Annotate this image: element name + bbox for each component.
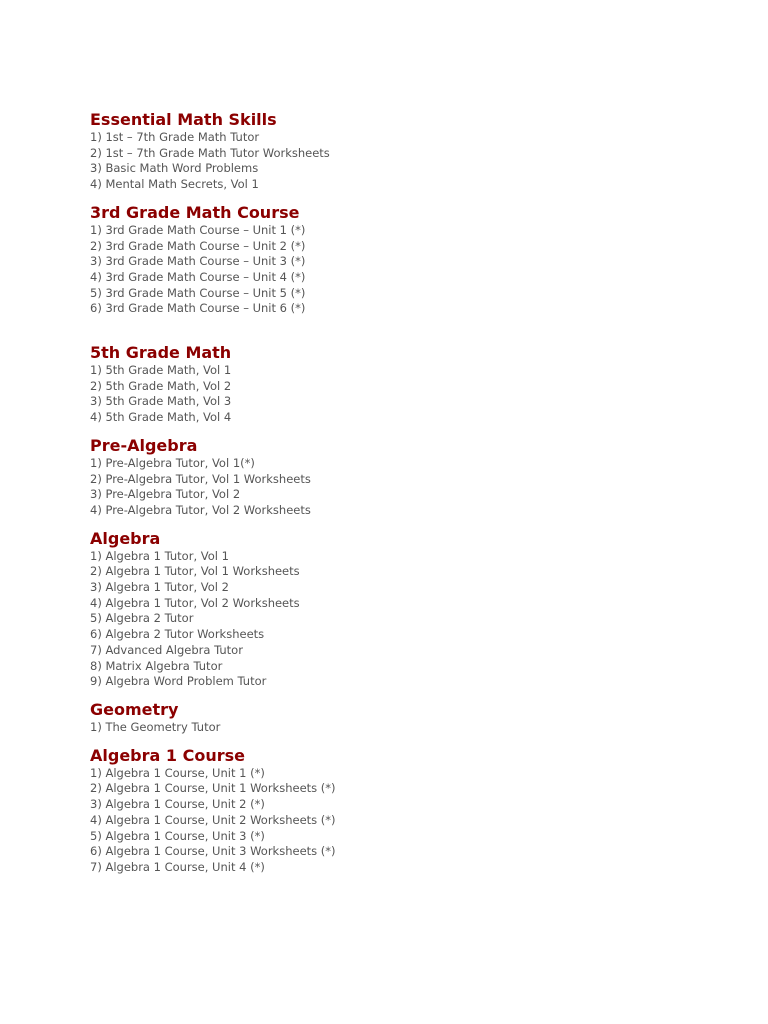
list-item: 2) Algebra 1 Course, Unit 1 Worksheets (*): [90, 781, 336, 796]
section-essential-math-skills: [90, 110, 710, 193]
list-item: 9) Algebra Word Problem Tutor: [90, 674, 267, 689]
item-list: [90, 720, 710, 736]
section-title: 3rd Grade Math Course: [90, 202, 300, 222]
list-item: 5) 3rd Grade Math Course – Unit 5 (*): [90, 285, 306, 300]
list-item: 6) Algebra 2 Tutor Worksheets: [90, 627, 265, 642]
item-list: [90, 223, 710, 317]
list-item: 4) Algebra 1 Tutor, Vol 2 Worksheets: [90, 595, 300, 610]
list-item: 7) Algebra 1 Course, Unit 4 (*): [90, 859, 265, 874]
list-item: 2) 1st – 7th Grade Math Tutor Worksheets: [90, 145, 330, 160]
section-algebra-1-course: [90, 746, 710, 876]
list-item: 2) 5th Grade Math, Vol 2: [90, 378, 232, 393]
list-item: 4) Algebra 1 Course, Unit 2 Worksheets (*): [90, 812, 336, 827]
list-item: 5) Algebra 2 Tutor: [90, 611, 194, 626]
section-3rd-grade-math-course: [90, 203, 710, 317]
list-item: 1) 3rd Grade Math Course – Unit 1 (*): [90, 222, 306, 237]
list-item: 7) Advanced Algebra Tutor: [90, 642, 243, 657]
list-item: 3) Algebra 1 Course, Unit 2 (*): [90, 797, 265, 812]
section-title: Algebra: [90, 528, 161, 548]
section-title: Essential Math Skills: [90, 110, 277, 129]
section-title: Algebra 1 Course: [90, 745, 245, 765]
list-item: 1) 5th Grade Math, Vol 1: [90, 363, 232, 378]
list-item: 4) 5th Grade Math, Vol 4: [90, 410, 232, 425]
list-item: 4) 3rd Grade Math Course – Unit 4 (*): [90, 269, 306, 284]
section-geometry: [90, 700, 710, 736]
item-list: [90, 456, 710, 519]
list-item: 2) Algebra 1 Tutor, Vol 1 Worksheets: [90, 564, 300, 579]
list-item: 8) Matrix Algebra Tutor: [90, 658, 223, 673]
item-list: [90, 363, 710, 426]
list-item: 4) Pre-Algebra Tutor, Vol 2 Worksheets: [90, 502, 311, 517]
list-item: 6) 3rd Grade Math Course – Unit 6 (*): [90, 301, 306, 316]
list-item: 3) Algebra 1 Tutor, Vol 2: [90, 580, 229, 595]
item-list: [90, 130, 710, 193]
section-pre-algebra: [90, 436, 710, 519]
list-item: 1) 1st – 7th Grade Math Tutor: [90, 130, 260, 144]
section-algebra: [90, 529, 710, 690]
list-item: 1) Algebra 1 Course, Unit 1 (*): [90, 765, 265, 780]
list-item: 3) 3rd Grade Math Course – Unit 3 (*): [90, 254, 306, 269]
section-title: 5th Grade Math: [90, 343, 232, 363]
list-item: 3) 5th Grade Math, Vol 3: [90, 394, 232, 409]
item-list: [90, 549, 710, 690]
item-list: [90, 766, 710, 876]
list-item: 3) Basic Math Word Problems: [90, 161, 259, 176]
section-title: Geometry: [90, 699, 179, 719]
document-body: [90, 110, 710, 876]
list-item: 6) Algebra 1 Course, Unit 3 Worksheets (*): [90, 844, 336, 859]
list-item: 1) Pre-Algebra Tutor, Vol 1(*): [90, 455, 255, 470]
list-item: 2) Pre-Algebra Tutor, Vol 1 Worksheets: [90, 471, 311, 486]
list-item: 5) Algebra 1 Course, Unit 3 (*): [90, 828, 265, 843]
list-item: 1) The Geometry Tutor: [90, 719, 221, 734]
list-item: 4) Mental Math Secrets, Vol 1: [90, 177, 259, 192]
section-5th-grade-math: [90, 343, 710, 426]
list-item: 2) 3rd Grade Math Course – Unit 2 (*): [90, 238, 306, 253]
list-item: 3) Pre-Algebra Tutor, Vol 2: [90, 487, 241, 502]
section-title: Pre-Algebra: [90, 435, 198, 455]
list-item: 1) Algebra 1 Tutor, Vol 1: [90, 548, 229, 563]
